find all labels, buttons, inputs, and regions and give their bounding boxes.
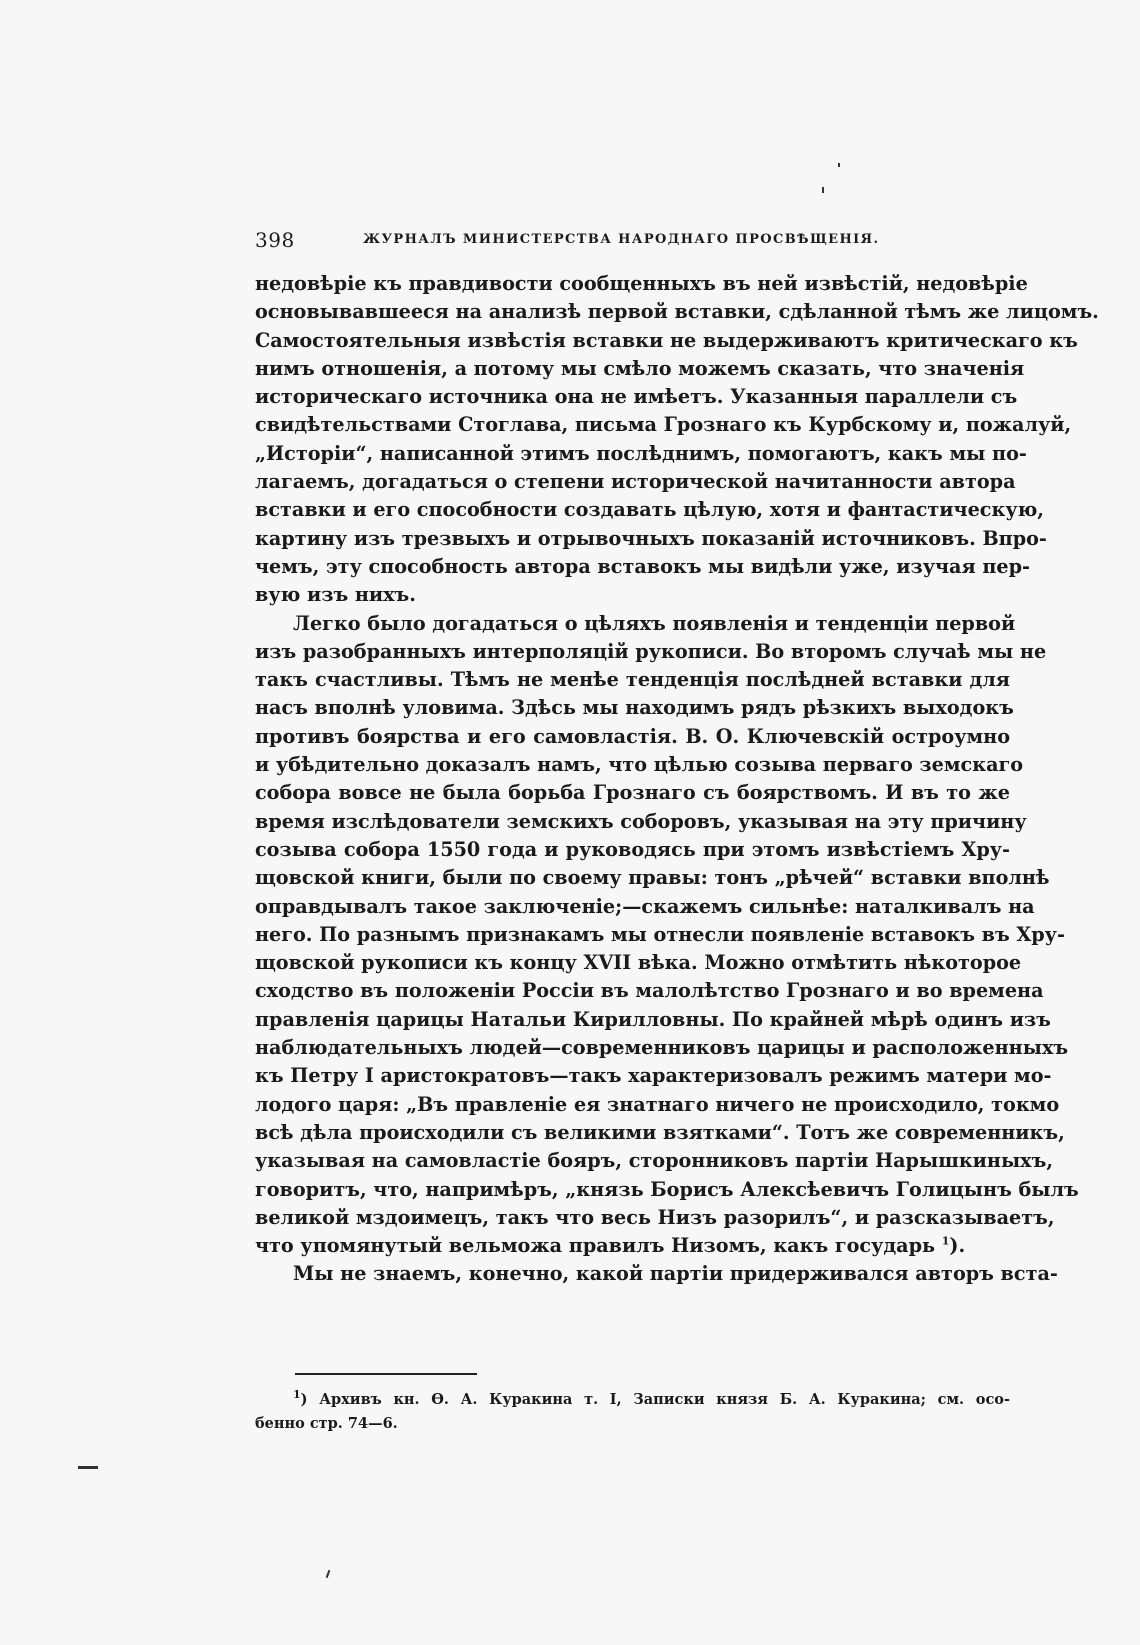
text-line-content: щовской книги, были по своему правы: тонъ „рѣчей“ вставки вполнѣ [255,866,1050,890]
text-line [255,977,1044,1005]
footnote-line [255,1412,1010,1436]
text-line-content: всѣ дѣла происходили съ великими взятками“. Тотъ же современникъ, [255,1120,1065,1144]
page-number: 398 [255,228,295,252]
text-line [255,751,1024,779]
text-line [255,327,1078,355]
text-line [255,779,1010,807]
text-line-content: лодого царя: „Въ правленіе ея знатнаго ничего не происходило, токмо [255,1092,1060,1116]
text-line [255,921,1065,949]
running-title: ЖУРНАЛЪ МИНИСТЕРСТВА НАРОДНАГО ПРОСВѢЩЕНІЯ. [363,232,880,247]
text-line-content: говоритъ, что, напримѣръ, „князь Борисъ Алексѣевичъ Голицынъ былъ [255,1177,1079,1201]
text-line [255,1232,1010,1260]
text-line-content: созыва собора 1550 года и руководясь при этомъ извѣстіемъ Хру- [255,837,1010,861]
text-line-content: Легко было догадаться о цѣляхъ появленія и тенденціи первой [293,611,1016,635]
text-line-content: лагаемъ, догадаться о степени исторической начитанности автора [255,470,1016,494]
text-line-content: историческаго источника она не имѣетъ. Указанныя параллели съ [255,385,1018,409]
text-line-content: Самостоятельныя извѣстія вставки не выдерживаютъ критическаго къ [255,328,1078,352]
text-line-content: свидѣтельствами Стоглава, письма Грознаго къ Курбскому и, пожалуй, [255,413,1072,437]
text-line [255,1091,1060,1119]
text-line-content: недовѣріе къ правдивости сообщенныхъ въ ней извѣстій, недовѣріе [255,272,1028,295]
text-line [255,836,1010,864]
text-line [255,440,1027,468]
text-line-content: вую изъ нихъ. [255,583,416,607]
text-line-content: великой мздоимецъ, такъ что весь Низъ разорилъ“, и разсказываетъ, [255,1205,1055,1229]
text-line [255,638,1047,666]
text-line-content: щовской рукописи къ концу XVII вѣка. Можно отмѣтить нѣкоторое [255,951,1022,975]
text-line [255,525,1047,553]
footnote-line [255,1388,1010,1412]
footnote-reference[interactable]: 1 [941,1234,950,1248]
text-line [255,270,1028,298]
text-line-content: вставки и его способности создавать цѣлую, хотя и фантастическую, [255,498,1044,522]
text-line-content: наблюдательныхъ людей—современниковъ царицы и расположенныхъ [255,1036,1069,1060]
text-line [255,1204,1055,1232]
text-line [255,496,1044,524]
text-line-content: сходство въ положеніи Россіи въ малолѣтство Грознаго и во времена [255,979,1044,1003]
text-line-content: и убѣдительно доказалъ намъ, что цѣлью созыва перваго земскаго [255,753,1024,777]
text-line-content: картину изъ трезвыхъ и отрывочныхъ показаній источниковъ. Впро- [255,526,1047,550]
text-line-content: основывавшееся на анализѣ первой вставки, сдѣланной тѣмъ же лицомъ. [255,300,1099,324]
text-line-tail: ). [949,1234,966,1258]
text-line-content: нимъ отношенія, а потому мы смѣло можемъ сказать, что значенія [255,356,1025,380]
text-line [255,355,1025,383]
text-line [255,694,1014,722]
text-line-content: правленія царицы Натальи Кирилловны. По крайней мѣрѣ одинъ изъ [255,1007,1051,1031]
text-line-content: него. По разнымъ признакамъ мы отнесли появленіе вставокъ въ Хру- [255,922,1065,946]
text-line [255,1147,1054,1175]
footnote-line-content: бенно стр. 74—6. [255,1415,398,1432]
text-line-content: Мы не знаемъ, конечно, какой партіи придерживался авторъ вста- [293,1262,1058,1286]
text-line [255,893,1035,921]
text-line [255,949,1022,977]
page-header [255,228,1015,254]
text-line-content: оправдывалъ такое заключеніе;—скажемъ сильнѣе: наталкивалъ на [255,894,1035,918]
text-line [255,298,1099,326]
footnote-marker-paren: ) [300,1391,308,1408]
scan-speck [326,1570,331,1578]
scan-speck [822,187,824,193]
text-line [255,1006,1051,1034]
body-text [255,270,1099,1289]
footnote-marker: 1 [293,1388,301,1402]
text-line-content: такъ счастливы. Тѣмъ не менѣе тенденція послѣдней вставки для [255,668,1010,692]
text-line [255,666,1010,694]
text-line-content: изъ разобранныхъ интерполяцій рукописи. Во второмъ случаѣ мы не [255,639,1047,663]
text-line [255,468,1016,496]
text-line-content: „Исторіи“, написанной этимъ послѣднимъ, помогаютъ, какъ мы по- [255,441,1027,465]
text-line [255,1062,1052,1090]
scan-speck [78,1466,98,1469]
text-line-content: указывая на самовластіе бояръ, сторонниковъ партіи Нарышкиныхъ, [255,1149,1054,1173]
text-line-content: къ Петру I аристократовъ—такъ характеризовалъ режимъ матери мо- [255,1064,1052,1088]
text-line-content: чемъ, эту способность автора вставокъ мы видѣли уже, изучая пер- [255,554,1030,578]
text-line-content: время изслѣдователи земскихъ соборовъ, указывая на эту причину [255,809,1027,833]
text-line [255,1119,1065,1147]
text-line [255,610,1016,638]
text-line [255,411,1072,439]
text-line [255,553,1030,581]
text-line [255,1176,1079,1204]
text-line [255,581,1010,609]
text-line [255,1260,1058,1288]
text-line-content: что упомянутый вельможа правилъ Низомъ, какъ государь [255,1234,936,1258]
footnotes [255,1388,1010,1436]
footnote-line-content: Архивъ кн. Ѳ. А. Куракина т. I, Записки князя Б. А. Куракина; см. осо- [319,1391,1010,1408]
text-line [255,1034,1069,1062]
text-line-content: противъ боярства и его самовластія. В. О. Ключевскій остроумно [255,724,1010,748]
footnote-divider [295,1373,477,1375]
text-line-content: собора вовсе не была борьба Грознаго съ боярствомъ. И въ то же [255,781,1010,805]
scan-speck [838,163,840,167]
text-line [255,723,1010,751]
text-line [255,864,1050,892]
text-line [255,383,1018,411]
text-line-content: насъ вполнѣ уловима. Здѣсь мы находимъ рядъ рѣзкихъ выходокъ [255,696,1014,720]
text-line [255,808,1027,836]
